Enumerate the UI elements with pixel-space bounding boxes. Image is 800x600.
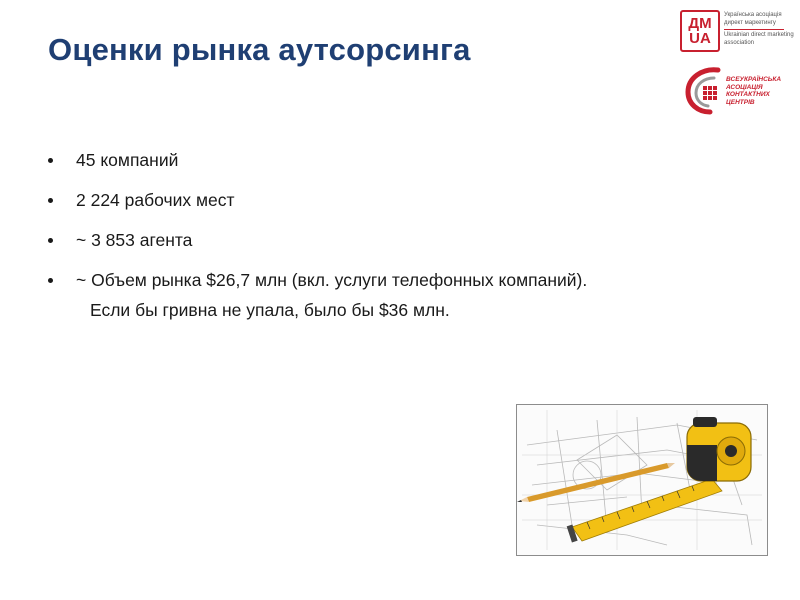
dmua-logo	[680, 10, 795, 54]
tape-measure-blueprint-icon	[517, 405, 767, 555]
bullet-text: 2 224 рабочих мест	[76, 190, 235, 210]
dmua-name-en-2: association	[724, 39, 755, 46]
slide-title: Оценки рынка аутсорсинга	[48, 32, 471, 67]
vakc-logo	[684, 64, 799, 116]
bullet-text: ~ Объем рынка $26,7 млн (вкл. услуги телефонных компаний).	[76, 270, 588, 290]
bullet-dot-icon	[48, 238, 53, 243]
dmua-name-ua-2: директ маркетингу	[724, 19, 776, 26]
dmua-name-ua-1: Українська асоціація	[724, 12, 782, 18]
dmua-logo-mark	[680, 10, 720, 52]
bullet-text: ~ 3 853 агента	[76, 230, 193, 250]
bullet-item	[46, 188, 706, 212]
bullet-item	[46, 268, 706, 322]
bullet-dot-icon	[48, 278, 53, 283]
bullet-item	[46, 228, 706, 252]
bullet-item	[46, 148, 706, 172]
vakc-logo-text	[726, 76, 798, 106]
bullet-text: 45 компаний	[76, 150, 179, 170]
dmua-logo-text	[724, 12, 796, 47]
tape-measure-photo	[516, 404, 768, 556]
dmua-name-en-1: Ukrainian direct marketing	[724, 32, 794, 38]
vakc-line3: КОНТАКТНИХ	[726, 91, 770, 98]
bullet-list	[46, 148, 706, 338]
dmua-logo-mark-bottom: UA	[689, 30, 711, 47]
vakc-emblem-icon	[684, 64, 728, 116]
vakc-line4: ЦЕНТРІВ	[726, 98, 755, 106]
bullet-continuation: Если бы гривна не упала, было бы $36 млн.	[90, 300, 450, 320]
vakc-line1: ВСЕУКРАЇНСЬКА	[726, 76, 782, 83]
vakc-line2: АСОЦІАЦІЯ	[726, 83, 763, 91]
bullet-dot-icon	[48, 198, 53, 203]
bullet-dot-icon	[48, 158, 53, 163]
dmua-logo-mark-top: ДМ	[688, 15, 712, 32]
